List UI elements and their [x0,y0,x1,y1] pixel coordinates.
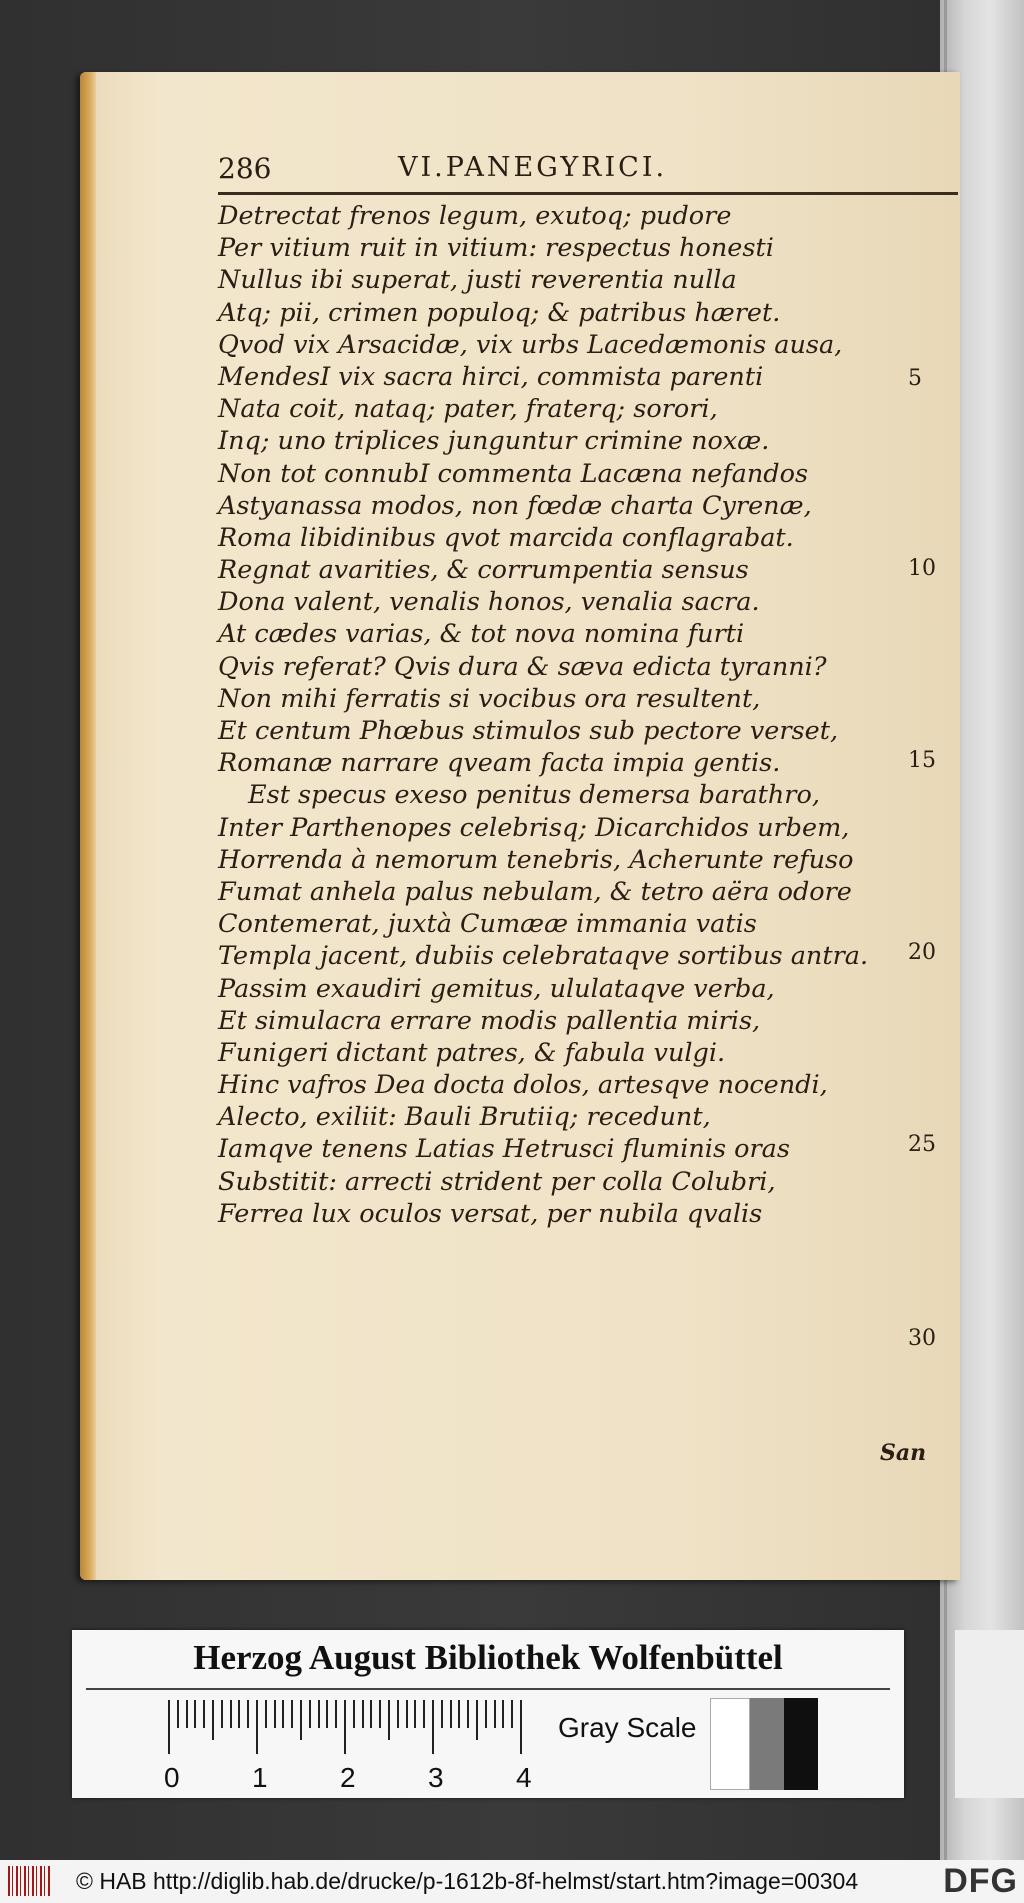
verse-line: Contemerat, juxtà Cumææ immania vatis [218,909,757,940]
page-header [218,152,958,192]
verse-line: Nata coit, nataq; pater, fraterq; sorori, [218,394,718,425]
footer-bar [0,1860,1024,1903]
verse-line: Et centum Phœbus stimulos sub pectore verset, [218,716,839,746]
ruler-tick [414,1700,416,1728]
ruler-number: 0 [164,1762,180,1793]
line-number: 5 [908,366,922,391]
line-number: 25 [908,1132,936,1157]
ruler-tick [177,1700,179,1728]
verse-line: Fumat anhela palus nebulam, & tetro aëra odore [218,876,852,907]
verse-line: Inter Parthenopes celebrisq; Dicarchidos urbem, [218,812,850,843]
gray-scale-label: Gray Scale [558,1712,697,1743]
verse-line: Alecto, exiliit: Bauli Brutiiq; recedunt, [218,1102,711,1133]
verse-line: Templa jacent, dubiis celebrataqve sortibus antra. [218,941,869,972]
verse-line: Atq; pii, crimen populoq; & patribus hæret. [218,297,781,328]
ruler-tick [502,1700,504,1728]
verse-line: Non tot connubI commenta Lacæna nefandos [218,458,809,489]
verse-line: Qvod vix Arsacidæ, vix urbs Lacedæmonis ausa, [218,329,843,360]
ruler-number: 1 [252,1762,268,1793]
ruler-tick [494,1700,496,1728]
verse-line: Substitit: arrecti strident per colla Colubri, [218,1166,776,1197]
barcode-icon [8,1866,52,1896]
dfg-logo: DFG [943,1862,1018,1900]
ruler-tick [423,1700,425,1728]
line-number: 20 [908,940,936,965]
source-url[interactable]: © HAB http://diglib.hab.de/drucke/p-1612b-8f-helmst/start.htm?image=00304 [76,1868,859,1894]
ruler-tick [212,1700,214,1740]
ruler-tick [265,1700,267,1728]
ruler-number: 2 [340,1762,356,1793]
running-title: VI.PANEGYRICI. [398,152,668,183]
ruler-tick [362,1700,364,1728]
line-number: 10 [908,556,936,581]
verse-line: Detrectat frenos legum, exutoq; pudore [218,201,732,231]
card-rule [86,1688,890,1690]
color-calibration-card [72,1630,904,1798]
facing-card-edge [955,1630,1024,1798]
ruler-tick [309,1700,311,1728]
verse-line: Non mihi ferratis si vocibus ora resultent, [218,683,761,714]
verse-line: At cædes varias, & tot nova nomina furti [218,619,745,650]
catchword: San [880,1440,927,1466]
verse-line: Est specus exeso penitus demersa barathro, [248,780,820,811]
line-number: 15 [908,748,936,773]
ruler-tick [238,1700,240,1728]
ruler-tick [274,1700,276,1728]
verse-line: Roma libidinibus qvot marcida conflagrabat. [218,522,794,553]
ruler-tick [256,1700,258,1754]
verse-line: Dona valent, venalis honos, venalia sacra. [218,587,760,618]
ruler-tick [186,1700,188,1728]
ruler-tick [397,1700,399,1728]
page-gilt-edge [80,72,96,1580]
white-swatch [710,1698,750,1790]
ruler-number: 3 [428,1762,444,1793]
verse-line: Nullus ibi superat, justi reverentia nulla [218,265,737,296]
ruler-tick [203,1700,205,1728]
ruler-tick [450,1700,452,1728]
verse-line: Et simulacra errare modis pallentia miris, [218,1005,761,1036]
ruler-tick [485,1700,487,1728]
verse-line: Astyanassa modos, non fœdæ charta Cyrenæ, [218,490,812,521]
page-number: 286 [218,152,272,185]
ruler-tick [441,1700,443,1728]
verse-line: Horrenda à nemorum tenebris, Acherunte refuso [218,844,854,875]
ruler-tick [353,1700,355,1728]
library-name: Herzog August Bibliothek Wolfenbüttel [193,1638,783,1677]
ruler-tick [318,1700,320,1728]
verse-line: Regnat avarities, & corrumpentia sensus [218,555,749,586]
gray-swatch [750,1698,784,1790]
ruler-tick [221,1700,223,1728]
verse-line: Iamqve tenens Latias Hetrusci fluminis oras [218,1134,790,1165]
ruler-tick [511,1700,513,1728]
ruler-tick [194,1700,196,1728]
verse-line: Qvis referat? Qvis dura & sæva edicta tyranni? [218,651,827,682]
ruler-tick [291,1700,293,1728]
line-number: 30 [908,1326,936,1351]
ruler-tick [370,1700,372,1728]
ruler-tick [326,1700,328,1728]
ruler-tick [230,1700,232,1728]
ruler-tick [335,1700,337,1728]
verse-line: Ferrea lux oculos versat, per nubila qvalis [218,1198,763,1229]
verse-line: Hinc vafros Dea docta dolos, artesqve nocendi, [218,1070,828,1101]
verse-line: Per vitium ruit in vitium: respectus honesti [218,233,774,264]
verse-line: Funigeri dictant patres, & fabula vulgi. [218,1037,726,1068]
ruler-tick [406,1700,408,1728]
ruler-tick [467,1700,469,1728]
ruler-tick [388,1700,390,1740]
ruler-tick [168,1700,170,1754]
ruler-number: 4 [516,1762,532,1793]
ruler-tick [282,1700,284,1728]
ruler-tick [247,1700,249,1728]
ruler-tick [300,1700,302,1740]
ruler-tick [379,1700,381,1728]
header-rule [218,192,958,195]
ruler-tick [432,1700,434,1754]
verse-line: MendesI vix sacra hirci, commista parenti [218,361,764,392]
ruler-tick [476,1700,478,1740]
verse-line: Romanæ narrare qveam facta impia gentis. [218,748,781,779]
verse-line: Inq; uno triplices junguntur crimine noxæ. [218,426,770,457]
verse-line: Passim exaudiri gemitus, ululataqve verba, [218,973,775,1004]
verse-text [218,200,918,1230]
ruler-tick [458,1700,460,1728]
ruler-tick [344,1700,346,1754]
ruler-tick [520,1700,522,1754]
black-swatch [784,1698,818,1790]
